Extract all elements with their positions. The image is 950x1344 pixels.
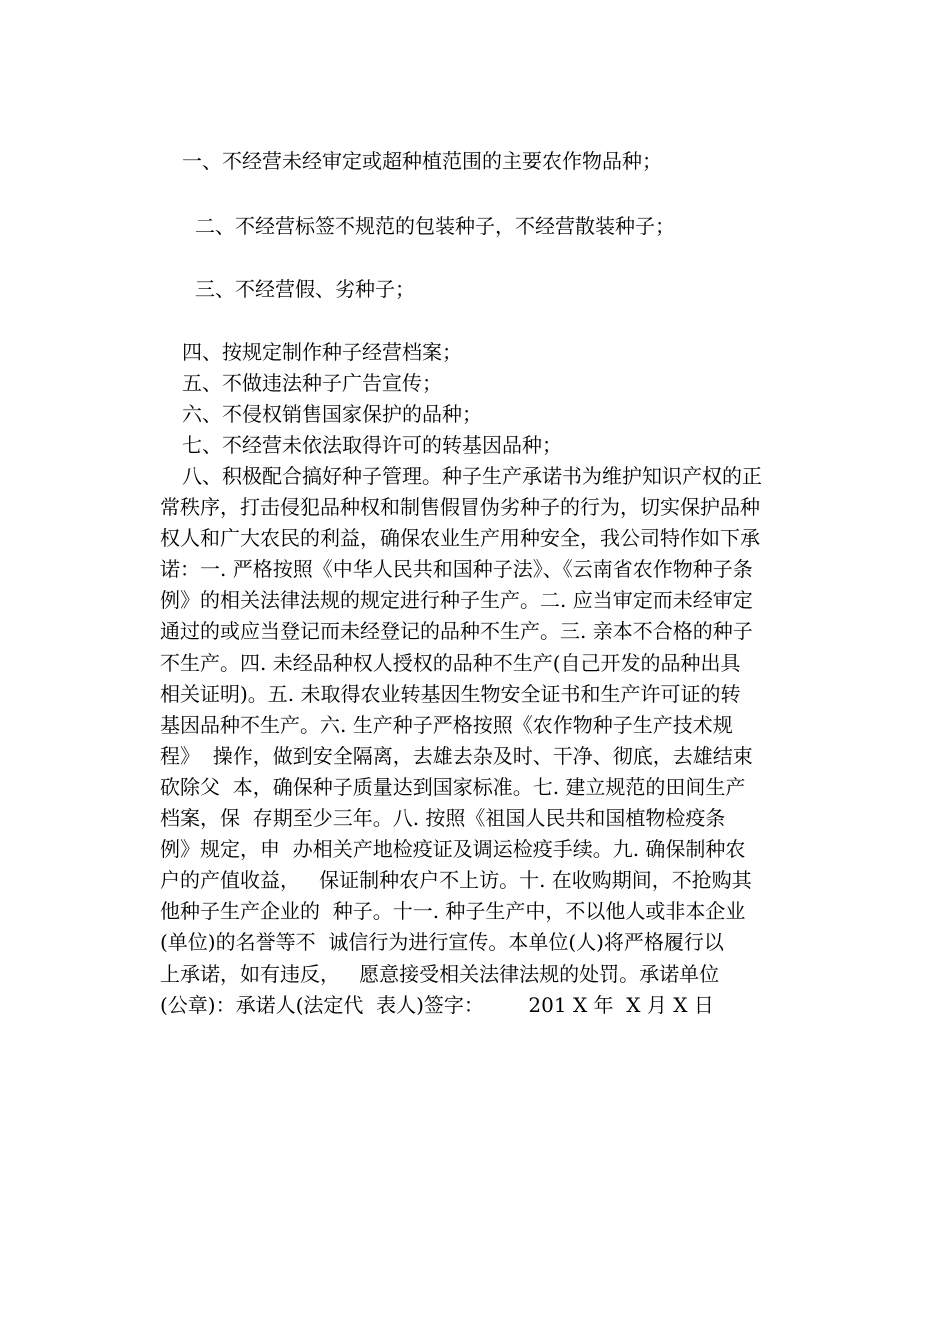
paragraph-line: 户的产值收益， 保证制种农户不上访。十. 在收购期间，不抢购其 (160, 868, 752, 893)
paragraph-line: 权人和广大农民的利益，确保农业生产用种安全，我公司特作如下承 (160, 526, 760, 551)
commitment-item-3: 三、不经营假、劣种子； (195, 277, 415, 301)
paragraph-line: 例》规定，申 办相关产地检疫证及调运检疫手续。九. 确保制种农 (160, 837, 746, 862)
commitment-item-2: 二、不经营标签不规范的包装种子，不经营散装种子； (195, 214, 675, 238)
commitment-item-7: 七、不经营未依法取得许可的转基因品种； (182, 433, 562, 457)
paragraph-line: 砍除父 本，确保种子质量达到国家标准。七. 建立规范的田间生产 (160, 774, 746, 799)
paragraph-line: 通过的或应当登记而未经登记的品种不生产。三. 亲本不合格的种子 (160, 619, 753, 644)
paragraph-line: 八、积极配合搞好种子管理。种子生产承诺书为维护知识产权的正 (182, 464, 762, 488)
commitment-item-1: 一、不经营未经审定或超种植范围的主要农作物品种； (182, 149, 662, 173)
commitment-paragraph (160, 461, 800, 1021)
paragraph-line: 例》的相关法律法规的规定进行种子生产。二. 应当审定而未经审定 (160, 588, 753, 613)
paragraph-line: 常秩序，打击侵犯品种权和制售假冒伪劣种子的行为，切实保护品种 (160, 495, 760, 520)
paragraph-line: 上承诺，如有违反， 愿意接受相关法律法规的处罚。承诺单位 (160, 961, 720, 986)
paragraph-line: 基因品种不生产。六. 生产种子严格按照《农作物种子生产技术规 (160, 712, 733, 737)
paragraph-line: 不生产。四. 未经品种权人授权的品种不生产(自己开发的品种出具 (160, 650, 741, 675)
commitment-item-5: 五、不做违法种子广告宣传； (182, 371, 442, 395)
paragraph-line: 相关证明)。五. 未取得农业转基因生物安全证书和生产许可证的转 (160, 681, 741, 706)
paragraph-line: 程》 操作，做到安全隔离，去雄去杂及时、干净、彻底，去雄结束 (160, 743, 753, 768)
commitment-item-4: 四、按规定制作种子经营档案； (182, 340, 462, 364)
signature-date-line: (公章)：承诺人(法定代 表人)签字： 201 X 年 X 月 X 日 (160, 992, 714, 1017)
paragraph-line: (单位)的名誉等不 诚信行为进行宣传。本单位(人)将严格履行以 (160, 930, 724, 955)
paragraph-line: 档案，保 存期至少三年。八. 按照《祖国人民共和国植物检疫条 (160, 806, 726, 831)
commitment-item-6: 六、不侵权销售国家保护的品种； (182, 402, 482, 426)
paragraph-line: 他种子生产企业的 种子。十一. 种子生产中，不以他人或非本企业 (160, 899, 746, 924)
paragraph-line: 诺：一. 严格按照《中华人民共和国种子法》、《云南省农作物种子条 (160, 557, 753, 582)
